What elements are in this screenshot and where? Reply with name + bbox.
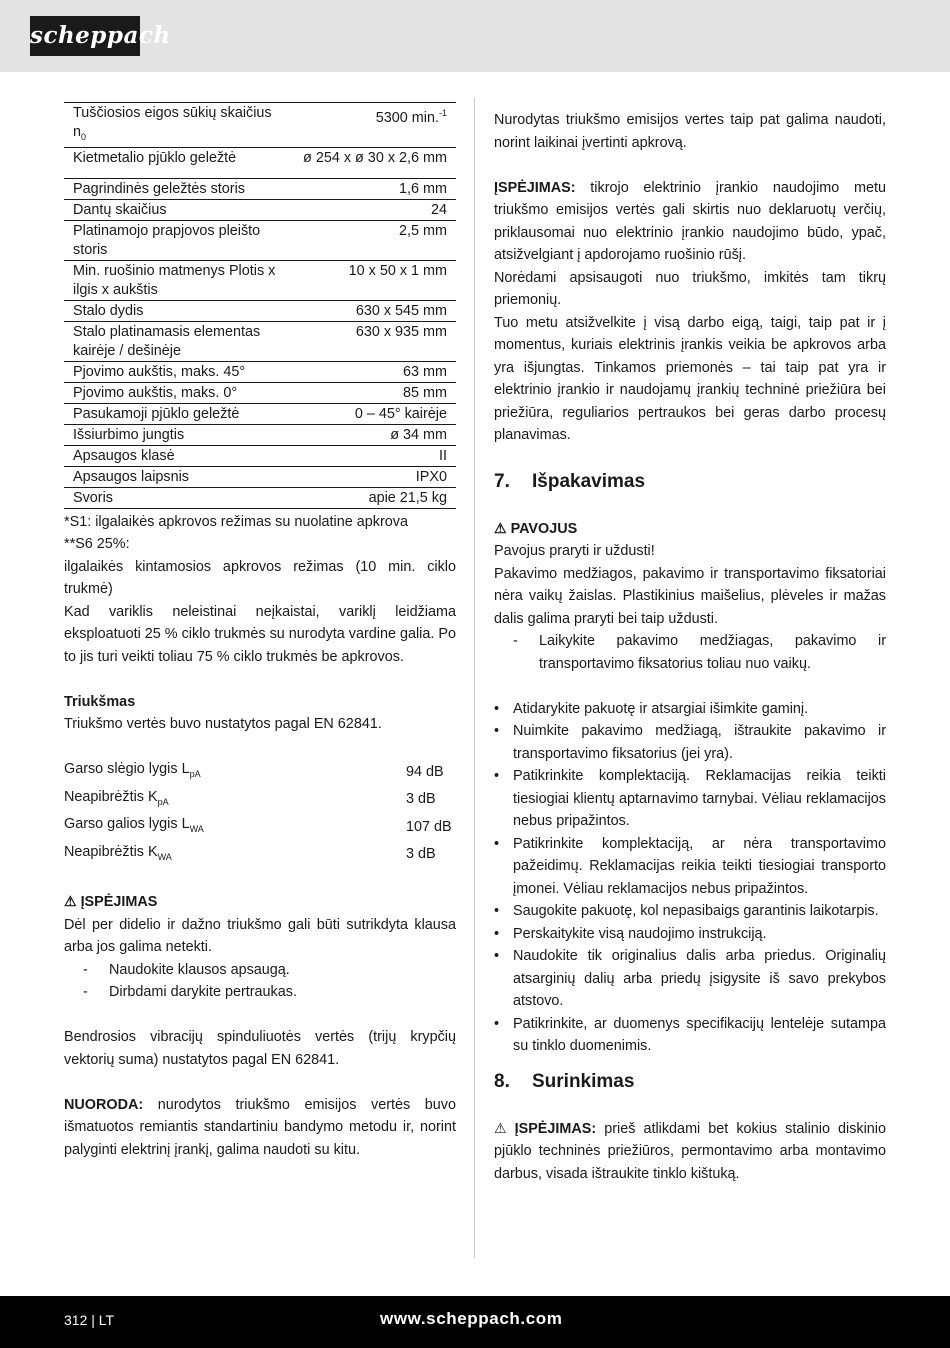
spec-row: [64, 361, 456, 382]
noise-label: Neapibrėžtis $K_{WA}$: [64, 843, 172, 862]
spec-value: 24: [294, 199, 456, 220]
spec-label: Kietmetalio pjūklo geležtė: [64, 147, 294, 168]
warning-body: tikrojo elektrinio įrankio naudojimo metu triukšmo emisijos vertės gali skirtis nuo deklaruotų verčių, priklausomai nuo elektrinio įrankio naudojimo būdo, ypač, atsižvelgiant į apdorojamo ruošinio rūšį.: [494, 179, 886, 263]
noise-row: [64, 758, 456, 785]
warning-paragraph: [494, 177, 886, 267]
section-8-heading: 8. Surinkimas: [494, 1070, 635, 1092]
warning-text: Dėl per didelio ir dažno triukšmo gali būti sutrikdyta klausa arba jos galima netekti.: [64, 916, 456, 956]
noise-value: 107 dB: [406, 818, 452, 835]
spec-row: [64, 445, 456, 466]
spec-label: Dantų skaičius: [64, 199, 294, 220]
spec-value: 0 – 45° kairėje: [294, 403, 456, 424]
spec-row: [64, 147, 456, 168]
noise-label: Neapibrėžtis $K_{pA}$: [64, 788, 169, 807]
assembly-label: ĮSPĖJIMAS:: [514, 1120, 597, 1137]
unpack-item: • Patikrinkite komplektaciją, ar nėra transportavimo pažeidimų. Reklamacijas reikia teikti tiesiogiai transporto įmonei. Vėliau reklamacijos nebus pripažintos.: [494, 835, 886, 897]
warning-icon: ⚠: [64, 893, 77, 910]
danger-title: PAVOJUS: [510, 520, 578, 537]
spec-label: Apsaugos laipsnis: [64, 466, 294, 487]
spec-label: Pjovimo aukštis, maks. 45°: [64, 361, 294, 382]
spec-value: ø 254 x ø 30 x 2,6 mm: [294, 147, 456, 168]
spec-row: [64, 321, 456, 361]
assembly-text: prieš atlikdami bet kokius stalinio diskinio pjūklo techninės priežiūros, permontavimo arba montavimo darbus, visada ištraukite tinklo kištuką.: [494, 1120, 887, 1182]
page-header: [0, 0, 950, 72]
spec-row: [64, 466, 456, 487]
spec-row: [64, 300, 456, 321]
spec-row: [64, 220, 456, 260]
spec-value: apie 21,5 kg: [294, 487, 456, 508]
spec-label: Pasukamoji pjūklo geležtė: [64, 403, 294, 424]
spec-row: [64, 424, 456, 445]
spec-value: 10 x 50 x 1 mm: [294, 260, 456, 300]
right-column: [494, 109, 886, 1185]
hint-label: NUORODA:: [64, 1096, 144, 1113]
motor-text: Kad variklis neleistinai neįkaistai, variklį leidžiama eksploatuoti 25 % ciklo trukmės su nurodyta vardine galia. Po to jis turi veikti toliau 75 % ciklo trukmės be apkrovos.: [64, 603, 456, 665]
warning-icon: ⚠: [494, 1119, 507, 1136]
noise-intro: Triukšmo vertės buvo nustatytos pagal EN 62841.: [64, 716, 382, 733]
spec-label: Platinamojo prapjovos pleišto storis: [64, 220, 294, 260]
noise-row: [64, 841, 456, 868]
spec-value: 2,5 mm: [294, 220, 456, 260]
warning-title: ĮSPĖJIMAS: [80, 894, 158, 911]
page-number: 312 | LT: [64, 1312, 115, 1328]
unpack-item: • Saugokite pakuotę, kol nepasibaigs garantinis laikotarpis.: [494, 903, 879, 919]
spec-value: 1,6 mm: [294, 178, 456, 199]
protect-text: Norėdami apsisaugoti nuo triukšmo, imkitės tam tikrų priemonių.: [494, 269, 886, 308]
spec-row: [64, 199, 456, 220]
spec-value: ø 34 mm: [294, 424, 456, 445]
website-url: www.scheppach.com: [380, 1309, 563, 1328]
left-column: [64, 102, 456, 1161]
spec-row: [64, 260, 456, 300]
warning-label: ĮSPĖJIMAS:: [494, 179, 576, 196]
spec-label: Stalo dydis: [64, 300, 294, 321]
hint-text: nurodytos triukšmo emisijos vertės buvo išmatuotos remiantis standartiniu bandymo metodu ir, norint palyginti elektrinį įrankį, galima naudoti su kitu.: [64, 1096, 456, 1158]
danger-item: - Laikykite pakavimo medžiagas, pakavimo ir transportavimo fiksatorius toliau nuo vaikų.: [513, 633, 886, 672]
noise-value: 3 dB: [406, 845, 436, 862]
unpack-item: • Naudokite tik originalius dalis arba priedus. Originalių atsarginių dalių arba priedų įsigysite iš savo prekybos atstovo.: [494, 948, 886, 1009]
scheppach-logo: scheppach: [30, 16, 140, 56]
spec-row: [64, 382, 456, 403]
spec-value: 5300 min.$^{-1}$: [294, 103, 456, 148]
unpack-item: • Atidarykite pakuotę ir atsargiai išimkite gaminį.: [494, 700, 809, 717]
danger-text: Pakavimo medžiagos, pakavimo ir transportavimo fiksatoriai nėra vaikų žaislas. Plastikinius maišelius, plėveles ir mažas dalis galima praryti bei taip uždusti.: [494, 565, 886, 627]
section-7-heading: 7. Išpakavimas: [494, 470, 646, 492]
warning-item: - Naudokite klausos apsaugą.: [83, 961, 290, 978]
hint-paragraph: [64, 1094, 456, 1162]
unpack-item: • Patikrinkite komplektaciją. Reklamacijas reikia teikti tiesiogiai klientų aptarnavimo tarnybai. Vėliau reklamacijos nebus pripažintos.: [494, 768, 886, 829]
noise-value: 3 dB: [406, 791, 436, 808]
spec-label: Išsiurbimo jungtis: [64, 424, 294, 445]
spacer-row: [64, 168, 456, 179]
spec-label: Min. ruošinio matmenys Plotis x ilgis x aukštis: [64, 260, 294, 300]
spec-label: Pagrindinės geležtės storis: [64, 178, 294, 199]
note-s6: **S6 25%:: [64, 536, 130, 553]
spec-row: [64, 103, 456, 148]
spec-label: Svoris: [64, 487, 294, 508]
spec-table: [64, 102, 456, 509]
unpack-list: [494, 698, 886, 1058]
noise-row: [64, 786, 456, 813]
unpack-item: • Perskaitykite visą naudojimo instrukciją.: [494, 925, 767, 942]
consider-text: Tuo metu atsižvelkite į visą darbo eigą, taigi, taip pat ir į momentus, kuriais elektrinis įrankis veikia be apkrovos arba yra išjungtas. Tinkamos priemonės – tai taip pat yra ir elektrinio įrankio ir naudojamų įrankių techninė priežiūra bei priežiūra, reguliarios pertraukos bei geras darbo procesų planavimas.: [494, 314, 886, 443]
spec-value: IPX0: [294, 466, 456, 487]
spec-value: 630 x 935 mm: [294, 321, 456, 361]
spec-row: [64, 403, 456, 424]
noise-label: Garso galios lygis $L_{WA}$: [64, 816, 204, 834]
page-footer: [0, 1296, 950, 1348]
spec-label: Stalo platinamasis elementas kairėje / dešinėje: [64, 321, 294, 361]
spec-label: Apsaugos klasė: [64, 445, 294, 466]
unpack-item: • Nuimkite pakavimo medžiagą, ištraukite pakavimo ir transportavimo fiksatorius (jei yra).: [494, 723, 886, 762]
spec-row: [64, 487, 456, 508]
danger-line: Pavojus praryti ir uždusti!: [494, 543, 655, 559]
spec-value: 63 mm: [294, 361, 456, 382]
spec-value: 85 mm: [294, 382, 456, 403]
noise-value: 94 dB: [406, 763, 444, 780]
danger-title-row: [494, 517, 886, 541]
warning-title-row: [64, 890, 456, 914]
warning-icon: ⚠: [494, 519, 507, 536]
vibration-text: Bendrosios vibracijų spinduliuotės vertės (trijų krypčių vektorių suma) nustatytos pagal EN 62841.: [64, 1029, 456, 1068]
column-divider: [474, 98, 475, 1258]
intro-text: Nurodytas triukšmo emisijos vertes taip pat galima naudoti, norint laikinai įvertinti apkrovą.: [494, 112, 886, 151]
noise-row: [64, 813, 456, 840]
note-s1: *S1: ilgalaikės apkrovos režimas su nuolatine apkrova: [64, 513, 408, 530]
noise-label: Garso slėgio lygis $L_{pA}$: [64, 761, 201, 780]
spec-label: Tuščiosios eigos sūkių skaičius $n_0$: [64, 103, 294, 148]
spec-row: [64, 178, 456, 199]
spec-value: II: [294, 445, 456, 466]
warning-item: - Dirbdami darykite pertraukas.: [83, 984, 297, 1001]
noise-title: Triukšmas: [64, 693, 136, 710]
spec-value: 630 x 545 mm: [294, 300, 456, 321]
assembly-warning: [494, 1117, 886, 1186]
unpack-item: • Patikrinkite, ar duomenys specifikacijų lentelėje sutampa su tinklo duomenimis.: [494, 1015, 886, 1054]
spec-label: Pjovimo aukštis, maks. 0°: [64, 382, 294, 403]
noise-table: [64, 758, 456, 868]
note-s6-desc: ilgalaikės kintamosios apkrovos režimas (10 min. ciklo trukmė): [64, 558, 456, 598]
